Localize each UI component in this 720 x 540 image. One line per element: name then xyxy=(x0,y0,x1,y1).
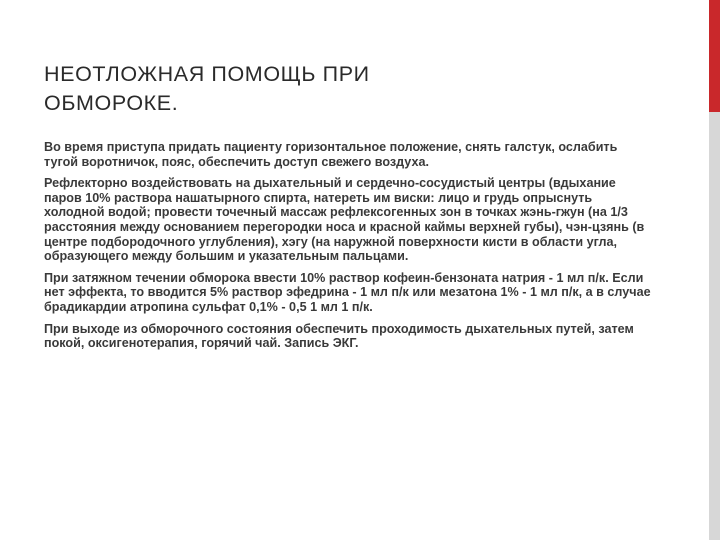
paragraph-reflex-stimulation: Рефлекторно воздействовать на дыхательный и сердечно-сосудистый центры (вдыхание паров 10% раствора нашатырного спирта, натереть им виски: лицо и грудь опрыснуть холодной водой; провести точечный массаж рефлексогенных зон в точках жэнь-гжун (на 1/3 расстояния между основанием перегородки носа и красной каймы верхней губы), чэн-цзянь (в центре подбородочного углубления), хэгу (на наружной поверхности кисти в области угла, образующего между большим и указательным пальцами. xyxy=(44,176,645,264)
slide-title-line1: НЕОТЛОЖНАЯ ПОМОЩЬ ПРИ xyxy=(44,62,370,86)
right-accent-bar xyxy=(709,0,720,540)
paragraph-first-aid-position: Во время приступа придать пациенту горизонтальное положение, снять галстук, ослабить тугой воротничок, пояс, обеспечить доступ свежего воздуха. xyxy=(44,140,618,169)
slide-body xyxy=(44,140,654,358)
slide-title xyxy=(44,60,664,118)
slide-title-line2: ОБМОРОКЕ. xyxy=(44,91,179,115)
right-accent-bar-red xyxy=(709,0,720,112)
paragraph-recovery: При выходе из обморочного состояния обеспечить проходимость дыхательных путей, затем покой, оксигенотерапия, горячий чай. Запись ЭКГ. xyxy=(44,321,634,351)
paragraph-prolonged-fainting: При затяжном течении обморока ввести 10% раствор кофеин-бензоната натрия - 1 мл п/к. Если нет эффекта, то вводится 5% раствор эфедрина - 1 мл п/к или мезатона 1% - 1 мл п/к, а в случае брадикардии атропина сульфат 0,1% - 0,5 1 мл 1 п/к. xyxy=(44,270,651,314)
